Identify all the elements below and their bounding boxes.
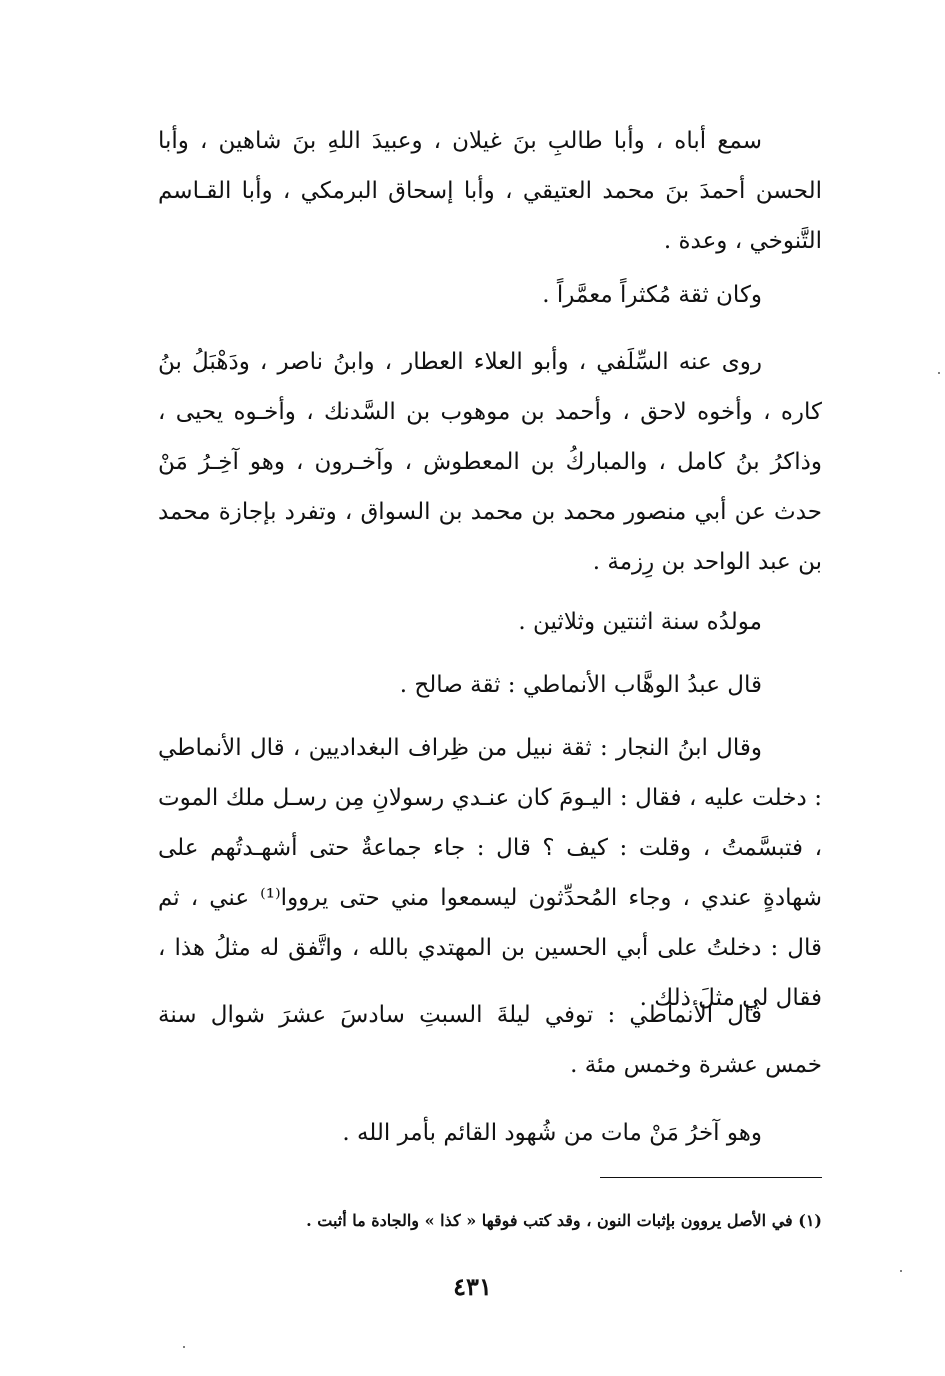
footnote-divider (600, 1177, 822, 1178)
paragraph-last-witness: وهو آخرُ مَنْ مات من شُهود القائم بأمر الله . (342, 1120, 762, 1146)
paragraph-anmati-quote: قال عبدُ الوهَّاب الأنماطي : ثقة صالح . (399, 672, 762, 698)
paragraph-students: روى عنه السِّلَفي ، وأبو العلاء العطار ، وابنُ ناصر ، ودَهْبَلُ بنُ كاره ، وأخوه لاحق ، وأحمد بن موهوب بن السَّدنك ، وأخـوه يحيى ، وذاكرُ بنُ كامل ، والمباركُ بن المعطوش ، وآخـرون ، وهو آخِـرُ مَنْ حدث عن أبي منصور محمد بن محمد بن السواق ، وتفرد بإجازة محمد بن عبد الواحد بن رِزمة . (158, 349, 822, 575)
footnote: (١) في الأصل يروون بإثبات النون ، وقد كتب فوقها « كذا » والجادة ما أثبت . (306, 1211, 822, 1230)
page-number: ٤٣١ (453, 1272, 492, 1301)
paragraph-death: قال الأنماطي : توفي ليلةَ السبتِ سادسَ عشرَ شوال سنة خمس عشرة وخمس مئة . (158, 1002, 822, 1078)
paragraph-ibn-najjar: وقال ابنُ النجار : ثقة نبيل من ظِراف البغداديين ، قال الأنماطي : دخلت عليه ، فقال : اليـومَ كان عنـدي رسولانِ مِن رسـل ملك الموت ، فتبسَّمتُ ، وقلت : كيف ؟ قال : جاء جماعةٌ حتى أشهـدتُهم على شهادةٍ عندي ، وجاء المُحدِّثون ليسمعوا مني حتى يرووا⁽¹⁾ عني ، ثم قال : دخلتُ على أبي الحسين بن المهتدي بالله ، واتَّفق له مثلُ هذا ، فقال لي مثلَ ذلك . (158, 735, 822, 1011)
scan-speck (938, 372, 940, 374)
paragraph-birth: مولدُه سنة اثنتين وثلاثين . (518, 609, 762, 635)
scan-speck (183, 1346, 185, 1348)
scan-speck (900, 1270, 902, 1272)
paragraph-teachers: سمع أباه ، وأبا طالبِ بنَ غيلان ، وعبيدَ اللهِ بنَ شاهين ، وأبا الحسن أحمدَ بنَ محمد العتيقي ، وأبا إسحاق البرمكي ، وأبا القـاسم التَّنوخي ، وعدة . (158, 128, 822, 254)
paragraph-reliability: وكان ثقة مُكثراً معمَّراً . (542, 282, 762, 308)
